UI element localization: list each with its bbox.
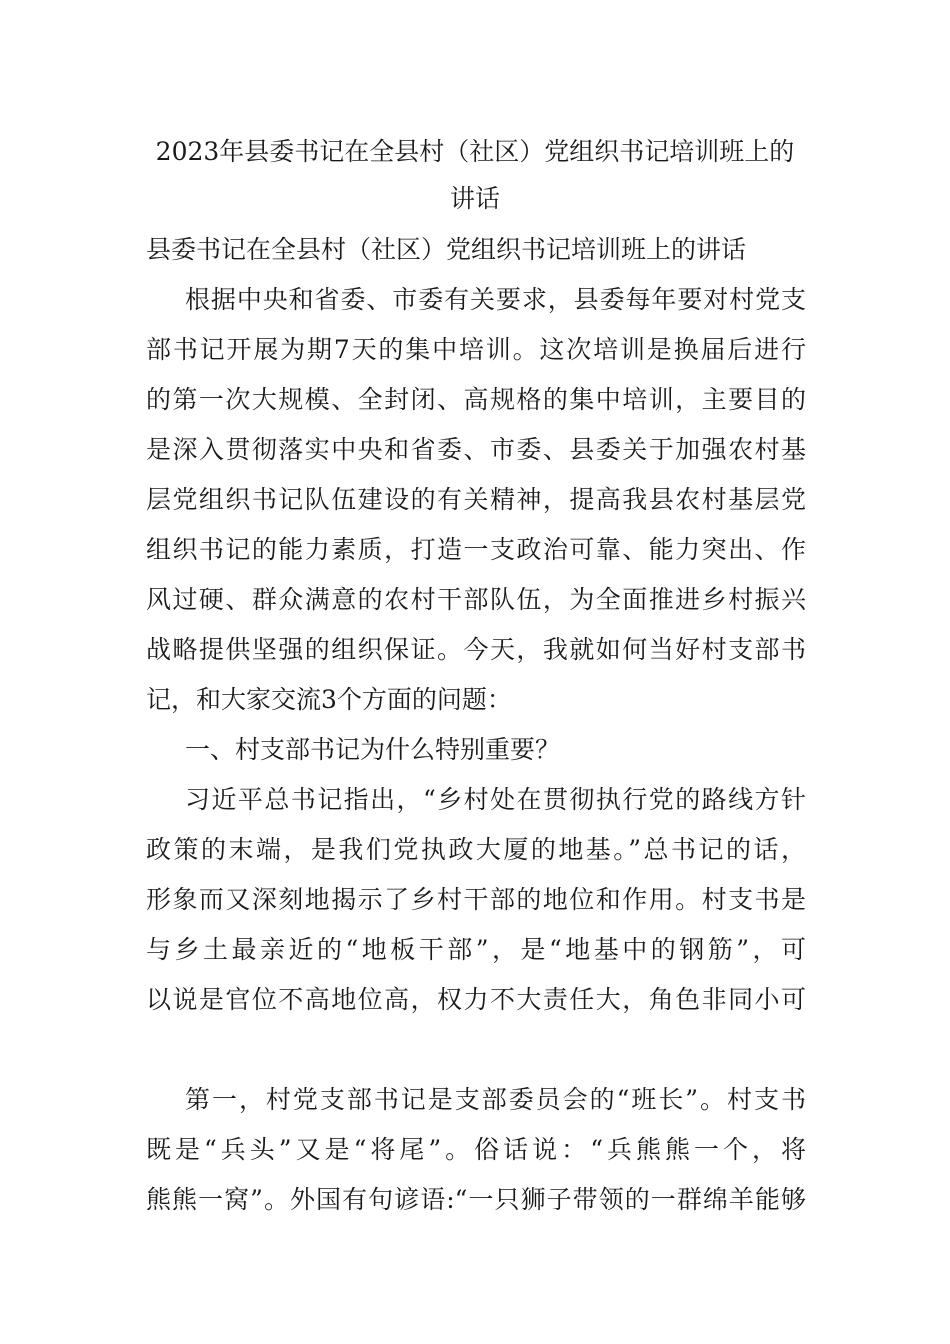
paragraph-1-line: 是深入贯彻落实中央和省委、市委、县委关于加强农村基 bbox=[146, 435, 806, 464]
paragraph-1-line: 记，和大家交流3个方面的问题： bbox=[146, 685, 512, 714]
paragraph-1-line: 战略提供坚强的组织保证。今天，我就如何当好村支部书 bbox=[146, 635, 806, 664]
paragraph-3-line: 熊熊一窝”。外国有句谚语:“一只狮子带领的一群绵羊能够 bbox=[146, 1185, 806, 1214]
paragraph-2-line: 形象而又深刻地揭示了乡村干部的地位和作用。村支书是 bbox=[146, 885, 806, 914]
paragraph-2-line: 习近平总书记指出，“乡村处在贯彻执行党的路线方针 bbox=[185, 785, 806, 814]
document-title-line-2: 讲话 bbox=[449, 184, 500, 213]
paragraph-1-line: 根据中央和省委、市委有关要求，县委每年要对村党支 bbox=[185, 285, 806, 314]
document-title-line-1: 2023年县委书记在全县村（社区）党组织书记培训班上的 bbox=[155, 137, 795, 166]
paragraph-2-line: 以说是官位不高地位高，权力不大责任大，角色非同小可 bbox=[146, 985, 806, 1014]
paragraph-2-line: 政策的末端，是我们党执政大厦的地基。”总书记的话， bbox=[146, 835, 806, 864]
paragraph-1-line: 风过硬、群众满意的农村干部队伍，为全面推进乡村振兴 bbox=[146, 585, 806, 614]
section-heading: 一、村支部书记为什么特别重要？ bbox=[185, 735, 561, 764]
paragraph-1-line: 组织书记的能力素质，打造一支政治可靠、能力突出、作 bbox=[146, 535, 806, 564]
paragraph-3-line: 既是“兵头”又是“将尾”。俗话说：“兵熊熊一个，将 bbox=[146, 1135, 806, 1164]
paragraph-1-line: 部书记开展为期7天的集中培训。这次培训是换届后进行 bbox=[146, 335, 806, 364]
paragraph-1-line: 的第一次大规模、全封闭、高规格的集中培训，主要目的 bbox=[146, 385, 806, 414]
paragraph-3-line: 第一，村党支部书记是支部委员会的“班长”。村支书 bbox=[185, 1085, 806, 1114]
document-subtitle: 县委书记在全县村（社区）党组织书记培训班上的讲话 bbox=[146, 235, 747, 264]
paragraph-1-line: 层党组织书记队伍建设的有关精神，提高我县农村基层党 bbox=[146, 485, 806, 514]
paragraph-2-line: 与乡土最亲近的“地板干部”，是“地基中的钢筋”，可 bbox=[146, 935, 806, 964]
